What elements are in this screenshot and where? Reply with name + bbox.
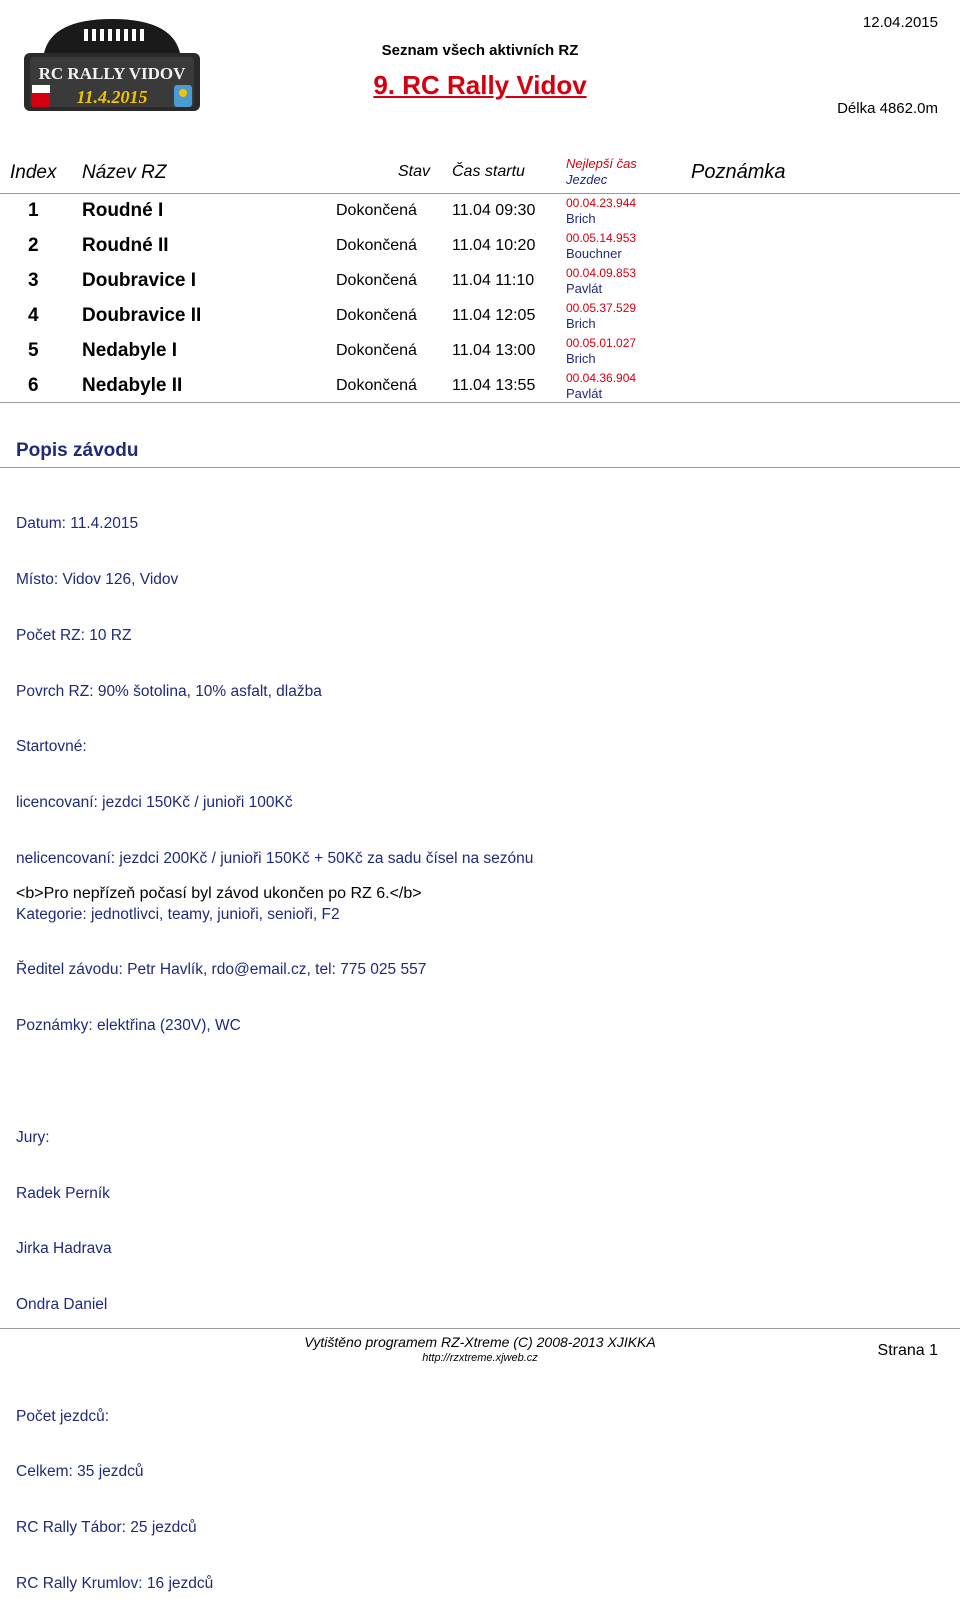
column-header-status: Stav <box>398 163 431 180</box>
row-index: 3 <box>28 270 39 291</box>
column-header-name: Název RZ <box>82 162 167 183</box>
event-title: 9. RC Rally Vidov <box>373 70 587 100</box>
row-index: 5 <box>28 340 39 361</box>
report-subtitle: Seznam všech aktivních RZ <box>381 42 579 59</box>
final-note: <b>Pro nepřízeň počasí byl závod ukončen po RZ 6.</b> <box>16 885 422 902</box>
description-divider <box>0 467 960 468</box>
description-line: Datum: 11.4.2015 <box>16 515 139 533</box>
stage-name: Roudné II <box>82 235 169 256</box>
rally-logo <box>22 15 202 115</box>
best-driver: Pavlát <box>566 386 603 401</box>
description-line: RC Rally Krumlov: 16 jezdců <box>16 1575 214 1593</box>
description-line <box>16 1073 533 1092</box>
table-row <box>0 336 960 371</box>
best-time: 00.05.37.529 <box>566 301 637 315</box>
footer-url: http://rzxtreme.xjweb.cz <box>422 1352 538 1364</box>
column-header-note: Poznámka <box>691 161 786 183</box>
description-line: Povrch RZ: 90% šotolina, 10% asfalt, dlažba <box>16 682 322 700</box>
row-index: 1 <box>28 200 39 221</box>
stage-status: Dokončená <box>336 272 417 289</box>
stage-start-time: 11.04 09:30 <box>452 202 536 219</box>
description-line: licencovaní: jezdci 150Kč / junioři 100Kč <box>16 794 293 812</box>
stage-start-time: 11.04 13:00 <box>452 342 536 359</box>
best-time: 00.04.23.944 <box>566 196 637 210</box>
footer-divider <box>0 1328 960 1329</box>
description-line: Jirka Hadrava <box>16 1240 112 1258</box>
stage-start-time: 11.04 11:10 <box>452 272 535 289</box>
row-index: 4 <box>28 305 39 326</box>
description-line: Poznámky: elektřina (230V), WC <box>16 1017 241 1035</box>
description-line: Počet jezdců: <box>16 1407 110 1425</box>
column-header-driver: Jezdec <box>566 172 608 187</box>
table-bottom-divider <box>0 402 960 403</box>
description-heading: Popis závodu <box>16 440 139 461</box>
row-index: 2 <box>28 235 39 256</box>
column-header-best-time: Nejlepší čas <box>566 156 637 171</box>
description-body <box>16 478 533 1612</box>
stage-name: Doubravice I <box>82 270 197 291</box>
stage-status: Dokončená <box>336 377 417 394</box>
stage-start-time: 11.04 10:20 <box>452 237 536 254</box>
best-driver: Brich <box>566 211 596 226</box>
page-number: Strana 1 <box>877 1342 938 1359</box>
description-line: Startovné: <box>16 738 87 756</box>
row-index: 6 <box>28 375 39 396</box>
best-time: 00.04.36.904 <box>566 371 637 385</box>
table-row <box>0 231 960 266</box>
description-line: Radek Perník <box>16 1184 110 1202</box>
best-driver: Brich <box>566 316 596 331</box>
svg-text:11.4.2015: 11.4.2015 <box>76 87 148 107</box>
stage-start-time: 11.04 12:05 <box>452 307 536 324</box>
description-line: Ředitel závodu: Petr Havlík, rdo@email.cz, tel: 775 025 557 <box>16 961 427 979</box>
best-time: 00.05.14.953 <box>566 231 637 245</box>
description-line: Kategorie: jednotlivci, teamy, junioři, senioři, F2 <box>16 905 340 923</box>
description-line: Ondra Daniel <box>16 1296 108 1314</box>
print-date: 12.04.2015 <box>862 14 938 31</box>
best-driver: Pavlát <box>566 281 603 296</box>
column-header-start-time: Čas startu <box>452 163 525 180</box>
stage-name: Roudné I <box>82 200 164 221</box>
stage-status: Dokončená <box>336 202 417 219</box>
footer-printed-by: Vytištěno programem RZ-Xtreme (C) 2008-2013 XJIKKA <box>304 1334 656 1350</box>
track-length: Délka 4862.0m <box>837 100 938 117</box>
column-header-index: Index <box>10 162 57 183</box>
stage-name: Nedabyle I <box>82 340 178 361</box>
best-time: 00.05.01.027 <box>566 336 637 350</box>
stage-name: Doubravice II <box>82 305 202 326</box>
stage-name: Nedabyle II <box>82 375 183 396</box>
stage-status: Dokončená <box>336 342 417 359</box>
table-row <box>0 371 960 406</box>
stage-status: Dokončená <box>336 307 417 324</box>
description-line: Místo: Vidov 126, Vidov <box>16 570 179 588</box>
description-line: Jury: <box>16 1128 50 1146</box>
description-line: RC Rally Tábor: 25 jezdců <box>16 1519 197 1537</box>
description-line: Celkem: 35 jezdců <box>16 1463 144 1481</box>
description-line: nelicencovaní: jezdci 200Kč / junioři 150Kč + 50Kč za sadu čísel na sezónu <box>16 849 534 867</box>
table-row <box>0 196 960 231</box>
stage-status: Dokončená <box>336 237 417 254</box>
table-row <box>0 266 960 301</box>
best-time: 00.04.09.853 <box>566 266 637 280</box>
svg-text:RC RALLY VIDOV: RC RALLY VIDOV <box>38 64 186 83</box>
table-top-divider <box>0 193 960 194</box>
table-row <box>0 301 960 336</box>
best-driver: Bouchner <box>566 246 622 261</box>
stage-start-time: 11.04 13:55 <box>452 377 536 394</box>
rally-logo-image <box>22 15 202 115</box>
description-line: Počet RZ: 10 RZ <box>16 626 132 644</box>
best-driver: Brich <box>566 351 596 366</box>
